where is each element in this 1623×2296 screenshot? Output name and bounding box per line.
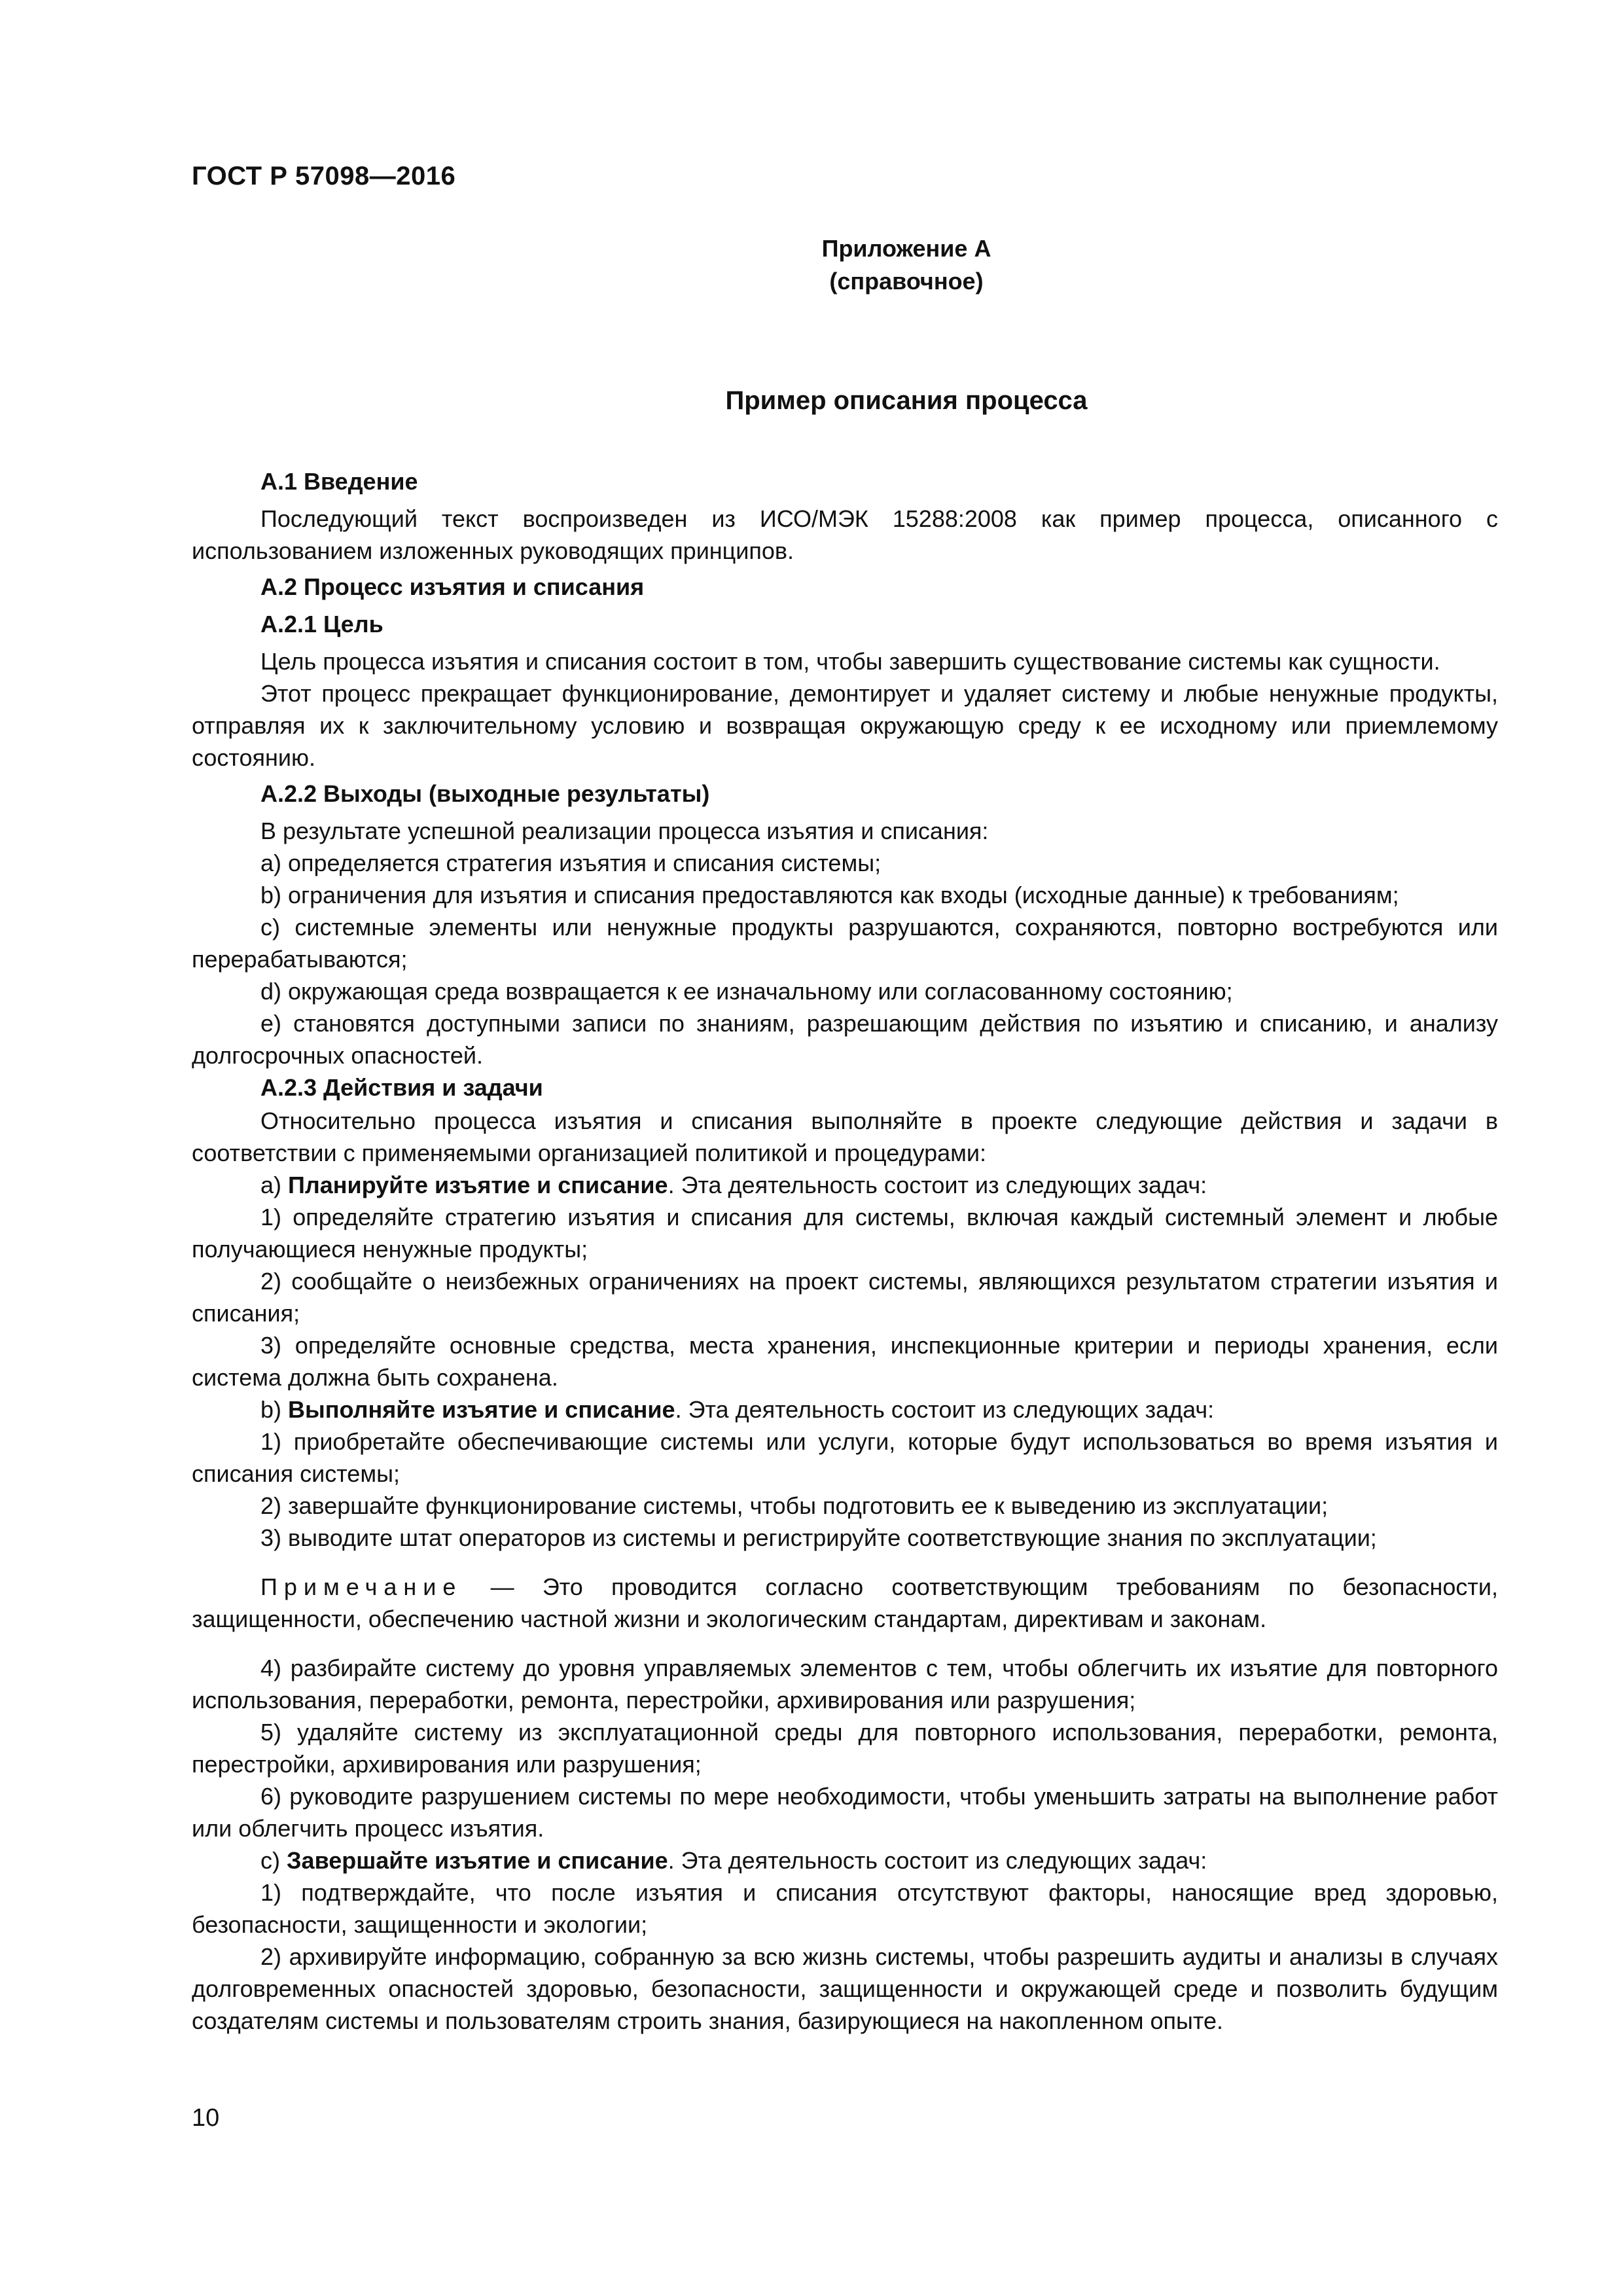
standard-header: ГОСТ Р 57098—2016 <box>192 162 456 190</box>
list-item: 3) выводите штат операторов из системы и регистрируйте соответствующие знания по эксплуатации; <box>260 1524 1377 1551</box>
list-item: b) ограничения для изъятия и списания предоставляются как входы (исходные данные) к требованиям; <box>260 882 1399 908</box>
list-item: 2) завершайте функционирование системы, чтобы подготовить ее к выведению из эксплуатации; <box>260 1492 1329 1519</box>
page-number: 10 <box>192 2104 220 2132</box>
list-item: 4) разбирайте систему до уровня управляемых элементов с тем, чтобы облегчить их изъятие для повторного использования, переработки, ремонта, перестройки, архивирования или разрушения; <box>192 1655 1498 1713</box>
activity-c-prefix: с) <box>260 1847 287 1874</box>
section-heading-a1: А.1 Введение <box>260 468 418 495</box>
section-heading-a22: А.2.2 Выходы (выходные результаты) <box>260 780 710 807</box>
activity-b-title: Выполняйте изъятие и списание <box>288 1396 675 1423</box>
appendix-line-2: (справочное) <box>829 268 984 295</box>
section-heading-a2: А.2 Процесс изъятия и списания <box>260 573 645 600</box>
appendix-label <box>0 232 1623 298</box>
appendix-title: Пример описания процесса <box>725 386 1088 415</box>
list-item: 2) сообщайте о неизбежных ограничениях на проект системы, являющихся результатом стратегии изъятия и списания; <box>192 1268 1498 1327</box>
list-item: а) определяется стратегия изъятия и списания системы; <box>260 850 882 876</box>
list-item: 6) руководите разрушением системы по мере необходимости, чтобы уменьшить затраты на выполнение работ или облегчить процесс изъятия. <box>192 1783 1498 1842</box>
paragraph-a23-intro: Относительно процесса изъятия и списания выполняйте в проекте следующие действия и задачи в соответствии с применяемыми организацией политикой и процедурами: <box>192 1107 1498 1166</box>
note-label: Примечание <box>260 1573 463 1600</box>
section-heading-a21: А.2.1 Цель <box>260 611 383 637</box>
list-item: d) окружающая среда возвращается к ее изначальному или согласованному состоянию; <box>260 978 1233 1005</box>
list-item: с) системные элементы или ненужные продукты разрушаются, сохраняются, повторно востребуются или перерабатываются; <box>192 914 1498 973</box>
note-paragraph <box>192 1571 1498 1635</box>
list-item: 3) определяйте основные средства, места хранения, инспекционные критерии и периоды хранения, если система должна быть сохранена. <box>192 1332 1498 1391</box>
activity-c-rest: . Эта деятельность состоит из следующих задач: <box>668 1847 1207 1874</box>
document-body <box>192 461 1498 2037</box>
section-heading-a23: А.2.3 Действия и задачи <box>260 1074 543 1101</box>
list-item: 1) приобретайте обеспечивающие системы или услуги, которые будут использоваться во время изъятия и списания системы; <box>192 1428 1498 1487</box>
activity-c-title: Завершайте изъятие и списание <box>287 1847 668 1874</box>
activity-a <box>192 1169 1498 1201</box>
paragraph-a22-intro: В результате успешной реализации процесса изъятия и списания: <box>260 817 989 844</box>
paragraph-a21-1: Цель процесса изъятия и списания состоит в том, чтобы завершить существование системы как сущности. <box>260 648 1440 675</box>
paragraph-a21-2: Этот процесс прекращает функционирование, демонтирует и удаляет систему и любые ненужные продукты, отправляя их к заключительному условию и возвращая окружающую среду к ее исходному или приемлемому состоянию. <box>192 680 1498 771</box>
paragraph-a1: Последующий текст воспроизведен из ИСО/МЭК 15288:2008 как пример процесса, описанного с использованием изложенных руководящих принципов. <box>192 505 1498 564</box>
activity-a-rest: . Эта деятельность состоит из следующих задач: <box>668 1172 1207 1198</box>
activity-b-rest: . Эта деятельность состоит из следующих задач: <box>675 1396 1215 1423</box>
activity-a-prefix: а) <box>260 1172 289 1198</box>
activity-b <box>192 1393 1498 1426</box>
list-item: 1) определяйте стратегию изъятия и списания для системы, включая каждый системный элемент и любые получающиеся ненужные продукты; <box>192 1204 1498 1263</box>
appendix-line-1: Приложение А <box>821 235 991 262</box>
activity-a-title: Планируйте изъятие и списание <box>288 1172 668 1198</box>
activity-c <box>192 1844 1498 1876</box>
activity-b-prefix: b) <box>260 1396 289 1423</box>
list-item: е) становятся доступными записи по знаниям, разрешающим действия по изъятию и списанию, и анализу долгосрочных опасностей. <box>192 1010 1498 1069</box>
list-item: 5) удаляйте систему из эксплуатационной среды для повторного использования, переработки, ремонта, перестройки, архивирования или разрушения; <box>192 1719 1498 1778</box>
note-text: — Это проводится согласно соответствующим требованиям по безопасности, защищенности, обеспечению частной жизни и экологическим стандартам, директивам и законам. <box>192 1573 1498 1632</box>
list-item: 2) архивируйте информацию, собранную за всю жизнь системы, чтобы разрешить аудиты и анализы в случаях долговременных опасностей здоровью, безопасности, защищенности и окружающей среде и позволить будущим создателям системы и пользователям строить знания, базирующиеся на накопленном опыте. <box>192 1943 1498 2034</box>
list-item: 1) подтверждайте, что после изъятия и списания отсутствуют факторы, наносящие вред здоровью, безопасности, защищенности и экологии; <box>192 1879 1498 1938</box>
